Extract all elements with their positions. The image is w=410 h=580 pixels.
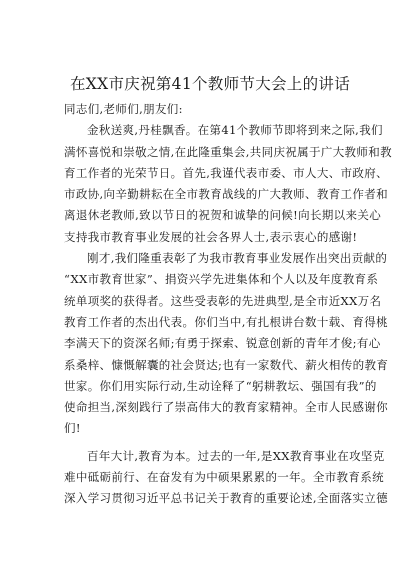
paragraph-line: “XX市教育世家”、捐资兴学先进集体和个人以及年度教育系 [64, 272, 379, 287]
greeting-line: 同志们,老师们,朋友们: [64, 102, 183, 116]
paragraph [64, 248, 389, 440]
paragraph-line: 系桑梓、慷慨解囊的社会贤达;也有一家数代、薪火相传的教育 [64, 357, 389, 372]
paragraph-line: 深入学习贯彻习近平总书记关于教育的重要论述,全面落实立德 [64, 491, 388, 506]
paragraph-line: 支持我市教育事业发展的社会各界人士,表示衷心的感谢! [64, 229, 358, 244]
paragraph-line: 金秋送爽,丹桂飘香。在第41个教师节即将到来之际,我们 [87, 123, 383, 138]
paragraph-line: 难中砥砺前行、在奋发有为中硕果累累的一年。全市教育系统 [64, 470, 384, 485]
paragraph-line: 市政协,向辛勤耕耘在全市教育战线的广大教师、教育工作者和 [64, 187, 388, 202]
paragraph-line: 离退休老教师,致以节日的祝贺和诚挚的问候!向长期以来关心 [64, 208, 382, 223]
paragraph [64, 120, 392, 248]
paragraph-line: 百年大计,教育为本。过去的一年,是XX教育事业在攻坚克 [87, 448, 385, 463]
paragraph-line: 李满天下的资深名师;有勇于探索、锐意创新的青年才俊;有心 [64, 336, 381, 351]
paragraph-line: 世家。你们用实际行动,生动诠释了“躬耕教坛、强国有我”的 [64, 378, 377, 393]
paragraph-line: 统单项奖的获得者。这些受表彰的先进典型,是全市近XX万名 [64, 293, 382, 308]
paragraph-line: 满怀喜悦和崇敬之情,在此隆重集会,共同庆祝属于广大教师和教 [64, 144, 392, 159]
paragraph-line: 刚才,我们隆重表彰了为我市教育事业发展作出突出贡献的 [87, 251, 388, 266]
paragraph [64, 446, 388, 510]
paragraph-line: 们! [64, 421, 81, 436]
paragraph-line: 使命担当,深刻践行了崇高伟大的教育家精神。全市人民感谢你 [64, 400, 388, 415]
document-title: 在XX市庆祝第41个教师节大会上的讲话 [70, 75, 350, 93]
paragraph-line: 育工作者的光荣节日。首先,我谨代表市委、市人大、市政府、 [64, 165, 388, 180]
document-body [64, 99, 392, 510]
paragraph-line: 教育工作者的杰出代表。你们当中,有扎根讲台数十载、育得桃 [64, 314, 388, 329]
